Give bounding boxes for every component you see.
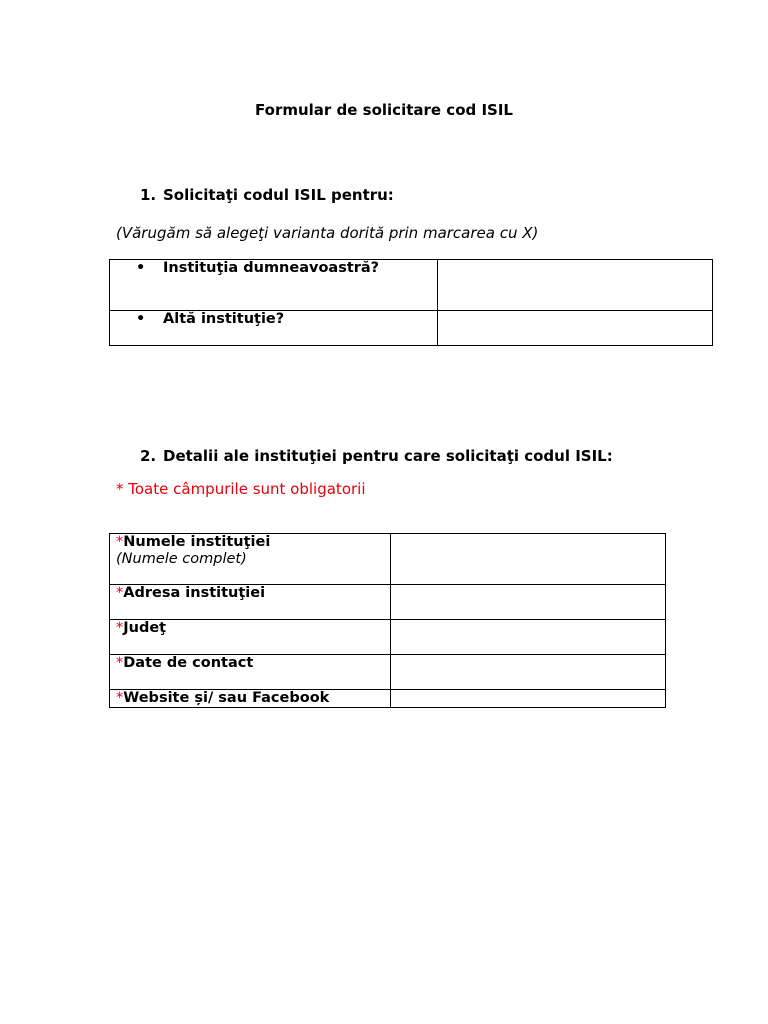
field-label-cell [110, 655, 391, 690]
table-row [110, 585, 666, 620]
section-2-number: 2. [140, 447, 157, 465]
field-label-website-facebook: Website și/ sau Facebook [123, 690, 330, 706]
table-row [110, 534, 666, 585]
section-1-heading [140, 186, 394, 204]
option-label-own-institution: Instituţia dumneavoastră? [163, 260, 380, 276]
required-mark: * [116, 585, 124, 601]
option-label-other-institution: Altă instituţie? [163, 311, 285, 327]
field-input-institution-address[interactable] [391, 585, 666, 620]
option-row [110, 311, 713, 346]
option-table [109, 259, 713, 346]
field-input-institution-name[interactable] [391, 534, 666, 585]
required-mark: * [116, 655, 124, 671]
field-input-website-facebook[interactable] [391, 690, 666, 708]
field-sublabel-full-name: (Numele complet) [116, 551, 247, 567]
field-label-cell [110, 534, 391, 585]
section-1-number: 1. [140, 186, 157, 204]
section-1-instruction: (Vărugăm să alegeţi varianta dorită prin marcarea cu X) [116, 224, 539, 242]
field-label-cell [110, 585, 391, 620]
section-1-heading-text: Solicitaţi codul ISIL pentru: [163, 186, 394, 204]
required-mark: * [116, 620, 124, 636]
section-2-heading-text: Detalii ale instituţiei pentru care solicitaţi codul ISIL: [163, 447, 613, 465]
field-input-county[interactable] [391, 620, 666, 655]
option-label-cell [110, 311, 438, 346]
institution-details-table [109, 533, 666, 708]
bullet-icon: • [136, 311, 146, 327]
option-mark-other-institution[interactable] [438, 311, 713, 346]
table-row [110, 655, 666, 690]
table-row [110, 690, 666, 708]
field-label-institution-name: Numele instituţiei [123, 534, 271, 550]
required-mark: * [116, 690, 124, 706]
field-label-institution-address: Adresa instituţiei [123, 585, 266, 601]
option-row [110, 260, 713, 311]
section-2-heading [140, 447, 613, 465]
table-row [110, 620, 666, 655]
required-fields-note: * Toate câmpurile sunt obligatorii [116, 480, 366, 498]
field-label-cell [110, 690, 391, 708]
field-label-contact-details: Date de contact [123, 655, 254, 671]
field-label-county: Judeţ [123, 620, 167, 636]
option-mark-own-institution[interactable] [438, 260, 713, 311]
required-mark: * [116, 534, 124, 550]
document-title: Formular de solicitare cod ISIL [255, 101, 513, 119]
option-label-cell [110, 260, 438, 311]
field-input-contact-details[interactable] [391, 655, 666, 690]
bullet-icon: • [136, 260, 146, 276]
field-label-cell [110, 620, 391, 655]
